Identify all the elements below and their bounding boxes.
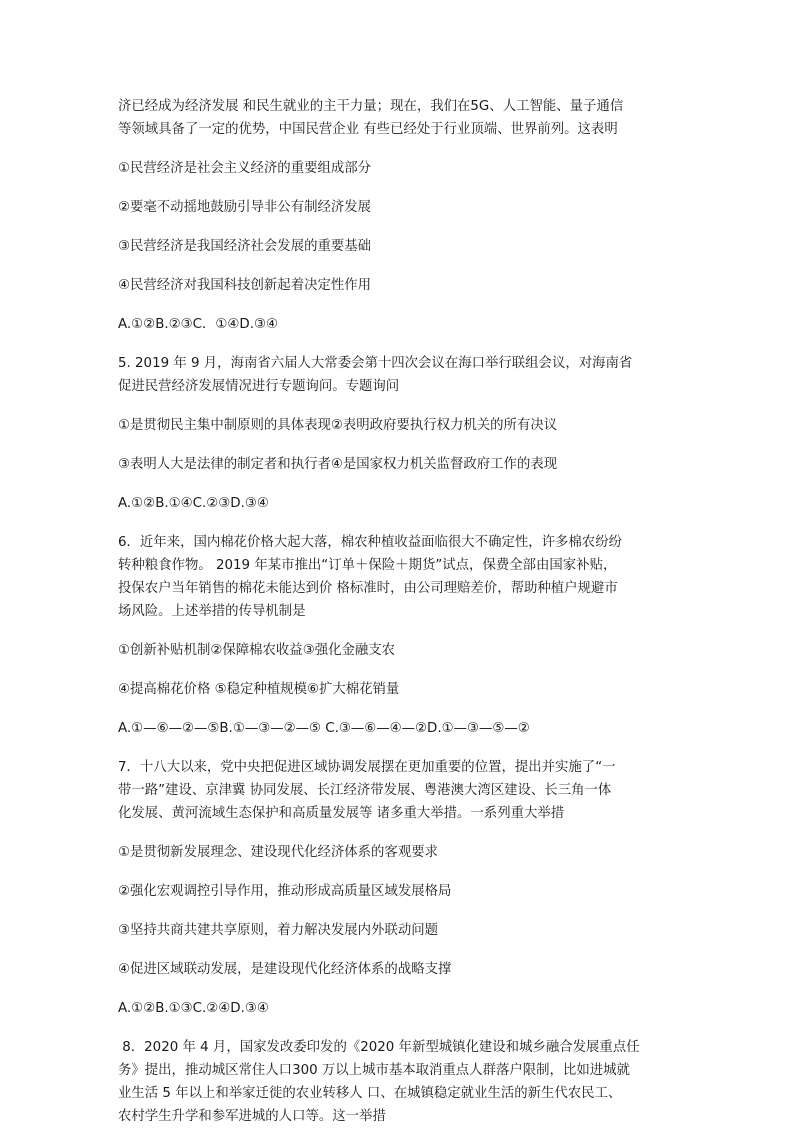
q8-stem-line-1: 8．2020 年 4 月，国家发改委印发的《2020 年新型城镇化建设和城乡融合发展重点任 xyxy=(118,1040,640,1055)
question-4-continued xyxy=(118,95,690,336)
q5-option-1: ①是贯彻民主集中制原则的具体表现②表明政府要执行权力机关的所有决议 xyxy=(118,418,558,433)
document-page xyxy=(118,95,690,1128)
q5-choices: A.①②B.①④C.②③D.③④ xyxy=(118,496,269,511)
q8-stem-line-4: 农村学生升学和参军进城的人口等。这一举措 xyxy=(118,1109,386,1124)
question-6 xyxy=(118,531,690,740)
question-7 xyxy=(118,756,690,1020)
q7-option-2: ②强化宏观调控引导作用，推动形成高质量区域发展格局 xyxy=(118,884,452,899)
q8-stem-line-3: 业生活 5 年以上和举家迁徙的农业转移人 口、在城镇稳定就业生活的新生代农民工、 xyxy=(118,1086,622,1101)
q5-option-2: ③表明人大是法律的制定者和执行者④是国家权力机关监督政府工作的表现 xyxy=(118,457,558,472)
q7-option-3: ③坚持共商共建共享原则，着力解决发展内外联动问题 xyxy=(118,923,438,938)
q4-stem-line-1: 济已经成为经济发展 和民生就业的主干力量；现在，我们在5G、人工智能、量子通信 xyxy=(118,99,624,114)
q5-stem-line-1: 5. 2019 年 9 月，海南省六届人大常委会第十四次会议在海口举行联组会议，对海南省 xyxy=(118,356,633,371)
q4-option-2: ②要毫不动摇地鼓励引导非公有制经济发展 xyxy=(118,200,372,215)
q7-option-4: ④促进区域联动发展，是建设现代化经济体系的战略支撑 xyxy=(118,962,452,977)
q7-option-1: ①是贯彻新发展理念、建设现代化经济体系的客观要求 xyxy=(118,845,438,860)
q8-stem-line-2: 务》提出，推动城区常住人口300 万以上城市基本取消重点人群落户限制，比如进城就 xyxy=(118,1063,630,1078)
q4-option-4: ④民营经济对我国科技创新起着决定性作用 xyxy=(118,278,372,293)
q4-stem-line-2: 等领域具备了一定的优势，中国民营企业 有些已经处于行业顶端、世界前列。这表明 xyxy=(118,122,618,137)
q4-option-1: ①民营经济是社会主义经济的重要组成部分 xyxy=(118,161,372,176)
q4-option-3: ③民营经济是我国经济社会发展的重要基础 xyxy=(118,239,372,254)
question-5 xyxy=(118,352,690,515)
q7-choices: A.①②B.①③C.②④D.③④ xyxy=(118,1001,269,1016)
q7-stem-line-2: 带一路”建设、京津冀 协同发展、长江经济带发展、粤港澳大湾区建设、长三角一体 xyxy=(118,783,612,798)
q6-option-2: ④提高棉花价格 ⑤稳定种植规模⑥扩大棉花销量 xyxy=(118,682,400,697)
q7-stem-line-1: 7．十八大以来，党中央把促进区域协调发展摆在更加重要的位置，提出并实施了“一 xyxy=(118,760,616,775)
q6-stem-line-2: 转种粮食作物。 2019 年某市推出“订单＋保险＋期货”试点，保费全部由国家补贴， xyxy=(118,558,617,573)
q6-stem-line-4: 场风险。上述举措的传导机制是 xyxy=(118,604,306,619)
q6-choices: A.①—⑥—②—⑤B.①—③—②—⑤ C.③—⑥—④—②D.①—③—⑤—② xyxy=(118,721,530,736)
q6-option-1: ①创新补贴机制②保障棉农收益③强化金融支农 xyxy=(118,643,396,658)
q5-stem-line-2: 促进民营经济发展情况进行专题询问。专题询问 xyxy=(118,379,400,394)
q7-stem-line-3: 化发展、黄河流域生态保护和高质量发展等 诸多重大举措。一系列重大举措 xyxy=(118,806,565,821)
q6-stem-line-3: 投保农户当年销售的棉花未能达到价 格标准时，由公司理赔差价，帮助种植户规避市 xyxy=(118,581,618,596)
q4-choices: A.①②B.②③C．①④D.③④ xyxy=(118,317,278,332)
q6-stem-line-1: 6．近年来，国内棉花价格大起大落，棉农种植收益面临很大不确定性，许多棉农纷纷 xyxy=(118,535,622,550)
question-8 xyxy=(118,1036,690,1128)
